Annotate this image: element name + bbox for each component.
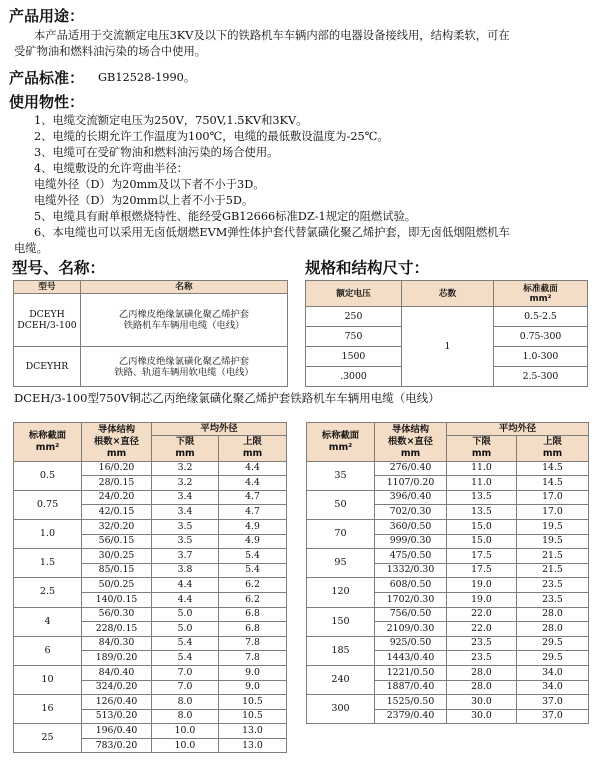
od-upper: 29.5 <box>517 651 589 666</box>
od-upper: 6.8 <box>219 622 287 637</box>
models-row <box>14 347 288 387</box>
od-lower: 4.4 <box>152 578 219 593</box>
od-lower: 4.4 <box>152 592 219 607</box>
spec-voltage: .3000 <box>306 367 402 387</box>
conductor: 324/0.20 <box>82 680 152 695</box>
od-upper: 4.9 <box>219 534 287 549</box>
conductor: 42/0.15 <box>82 505 152 520</box>
od-lower: 3.8 <box>152 563 219 578</box>
spec-section: 2.5-300 <box>494 367 588 387</box>
detail-col-struct: 导体结构 根数×直径 mm <box>375 423 447 462</box>
od-upper: 19.5 <box>517 519 589 534</box>
od-lower: 28.0 <box>447 680 517 695</box>
od-lower: 3.7 <box>152 549 219 564</box>
table-row <box>307 490 589 505</box>
table-row <box>307 461 589 476</box>
detail-col-section: 标称截面 mm² <box>307 423 375 462</box>
od-upper: 23.5 <box>517 592 589 607</box>
od-lower: 7.0 <box>152 680 219 695</box>
od-lower: 13.5 <box>447 490 517 505</box>
props-line-5: 电缆外径（D）为20mm及以下者不小于3D。 <box>34 178 265 191</box>
model-name: 乙丙橡皮绝缘氯磺化聚乙烯护套 铁路、轨道车辆用软电缆（电线） <box>81 347 288 387</box>
table-row <box>307 636 589 651</box>
od-upper: 10.5 <box>219 695 287 710</box>
od-upper: 21.5 <box>517 549 589 564</box>
props-line-1: 1、电缆交流额定电压为250V，750V,1.5KV和3KV。 <box>34 114 308 127</box>
od-lower: 5.0 <box>152 607 219 622</box>
od-lower: 3.4 <box>152 490 219 505</box>
detail-col-od: 平均外径 <box>447 423 589 436</box>
props-line-6: 电缆外径（D）为20mm以上者不小于5D。 <box>34 194 254 207</box>
od-upper: 4.7 <box>219 490 287 505</box>
table-row <box>14 636 287 651</box>
od-lower: 23.5 <box>447 651 517 666</box>
od-upper: 9.0 <box>219 665 287 680</box>
nominal-section: 95 <box>307 549 375 578</box>
nominal-section: 70 <box>307 519 375 548</box>
od-upper: 37.0 <box>517 695 589 710</box>
conductor: 276/0.40 <box>375 461 447 476</box>
spec-section: 1.0-300 <box>494 347 588 367</box>
specs-row <box>306 307 588 327</box>
od-upper: 6.2 <box>219 592 287 607</box>
nominal-section: 0.75 <box>14 490 82 519</box>
table-row <box>307 665 589 680</box>
od-lower: 19.0 <box>447 578 517 593</box>
specs-col-section: 标准截面 mm² <box>494 281 588 307</box>
od-upper: 13.0 <box>219 738 287 753</box>
conductor: 84/0.40 <box>82 665 152 680</box>
nominal-section: 0.5 <box>14 461 82 490</box>
models-table <box>13 280 288 387</box>
od-upper: 4.4 <box>219 476 287 491</box>
od-lower: 17.5 <box>447 549 517 564</box>
models-row <box>14 294 288 347</box>
model-code: DCEYHR <box>14 347 81 387</box>
detail-title: DCEH/3-100型750V铜芯乙丙绝缘氯磺化聚乙烯护套铁路机车车辆用电缆（电线） <box>14 391 440 405</box>
table-row <box>14 695 287 710</box>
od-upper: 14.5 <box>517 461 589 476</box>
table-row <box>14 519 287 534</box>
od-lower: 3.2 <box>152 476 219 491</box>
nominal-section: 35 <box>307 461 375 490</box>
nominal-section: 4 <box>14 607 82 636</box>
od-upper: 6.2 <box>219 578 287 593</box>
conductor: 1443/0.40 <box>375 651 447 666</box>
nominal-section: 50 <box>307 490 375 519</box>
models-col-model: 型号 <box>14 281 81 294</box>
conductor: 2379/0.40 <box>375 709 447 724</box>
props-line-3: 3、电缆可在受矿物油和燃料油污染的场合使用。 <box>34 146 279 159</box>
od-upper: 7.8 <box>219 651 287 666</box>
spec-voltage: 1500 <box>306 347 402 367</box>
props-heading: 使用物性： <box>9 93 85 111</box>
od-upper: 13.0 <box>219 724 287 739</box>
conductor: 126/0.40 <box>82 695 152 710</box>
conductor: 783/0.20 <box>82 738 152 753</box>
table-row <box>307 578 589 593</box>
nominal-section: 10 <box>14 665 82 694</box>
nominal-section: 2.5 <box>14 578 82 607</box>
detail-col-section: 标称截面 mm² <box>14 423 82 462</box>
conductor: 999/0.30 <box>375 534 447 549</box>
nominal-section: 150 <box>307 607 375 636</box>
od-lower: 13.5 <box>447 505 517 520</box>
od-upper: 21.5 <box>517 563 589 578</box>
nominal-section: 300 <box>307 695 375 724</box>
od-lower: 3.5 <box>152 519 219 534</box>
props-line-4: 4、电缆敷设的允许弯曲半径： <box>34 162 189 175</box>
od-upper: 5.4 <box>219 563 287 578</box>
spec-section: 0.5-2.5 <box>494 307 588 327</box>
od-upper: 17.0 <box>517 505 589 520</box>
detail-col-upper: 上限 mm <box>219 436 287 461</box>
od-upper: 4.9 <box>219 519 287 534</box>
model-name: 乙丙橡皮绝缘氯磺化聚乙烯护套 铁路机车车辆用电缆（电线） <box>81 294 288 347</box>
od-lower: 30.0 <box>447 695 517 710</box>
od-upper: 14.5 <box>517 476 589 491</box>
od-lower: 10.0 <box>152 738 219 753</box>
table-row <box>14 490 287 505</box>
od-upper: 34.0 <box>517 680 589 695</box>
conductor: 85/0.15 <box>82 563 152 578</box>
od-lower: 11.0 <box>447 461 517 476</box>
od-lower: 5.4 <box>152 636 219 651</box>
detail-table-right <box>306 422 589 724</box>
specs-col-voltage: 额定电压 <box>306 281 402 307</box>
props-line-9: 电缆。 <box>14 242 48 255</box>
od-upper: 6.8 <box>219 607 287 622</box>
conductor: 28/0.15 <box>82 476 152 491</box>
od-lower: 8.0 <box>152 709 219 724</box>
od-lower: 10.0 <box>152 724 219 739</box>
od-upper: 23.5 <box>517 578 589 593</box>
table-row <box>14 549 287 564</box>
table-row <box>14 724 287 739</box>
od-lower: 28.0 <box>447 665 517 680</box>
od-upper: 28.0 <box>517 622 589 637</box>
use-line-2: 受矿物油和燃料油污染的场合中使用。 <box>14 45 207 58</box>
table-row <box>307 607 589 622</box>
conductor: 16/0.20 <box>82 461 152 476</box>
od-upper: 34.0 <box>517 665 589 680</box>
nominal-section: 6 <box>14 636 82 665</box>
od-upper: 19.5 <box>517 534 589 549</box>
conductor: 1702/0.30 <box>375 592 447 607</box>
conductor: 702/0.30 <box>375 505 447 520</box>
conductor: 396/0.40 <box>375 490 447 505</box>
spec-cores: 1 <box>402 307 494 387</box>
conductor: 513/0.20 <box>82 709 152 724</box>
props-line-2: 2、电缆的长期允许工作温度为100℃，电缆的最低敷设温度为-25℃。 <box>34 130 389 143</box>
od-upper: 10.5 <box>219 709 287 724</box>
models-col-name: 名称 <box>81 281 288 294</box>
od-lower: 7.0 <box>152 665 219 680</box>
props-line-7: 5、电缆具有耐单根燃烧特性、能经受GB12666标准DZ-1规定的阻燃试验。 <box>34 210 417 223</box>
od-upper: 5.4 <box>219 549 287 564</box>
od-upper: 9.0 <box>219 680 287 695</box>
nominal-section: 185 <box>307 636 375 665</box>
od-upper: 29.5 <box>517 636 589 651</box>
nominal-section: 1.0 <box>14 519 82 548</box>
specs-heading: 规格和结构尺寸： <box>305 259 430 277</box>
standard-value: GB12528-1990。 <box>98 71 196 84</box>
conductor: 189/0.20 <box>82 651 152 666</box>
od-lower: 17.5 <box>447 563 517 578</box>
od-upper: 4.4 <box>219 461 287 476</box>
table-row <box>307 549 589 564</box>
spec-voltage: 250 <box>306 307 402 327</box>
detail-col-lower: 下限 mm <box>447 436 517 461</box>
conductor: 1887/0.40 <box>375 680 447 695</box>
conductor: 608/0.50 <box>375 578 447 593</box>
standard-heading: 产品标准： <box>9 69 85 87</box>
od-upper: 17.0 <box>517 490 589 505</box>
conductor: 1221/0.50 <box>375 665 447 680</box>
spec-voltage: 750 <box>306 327 402 347</box>
model-code: DCEYH DCEH/3-100 <box>14 294 81 347</box>
nominal-section: 120 <box>307 578 375 607</box>
conductor: 1107/0.20 <box>375 476 447 491</box>
detail-col-upper: 上限 mm <box>517 436 589 461</box>
table-row <box>14 665 287 680</box>
table-row <box>14 607 287 622</box>
conductor: 360/0.50 <box>375 519 447 534</box>
specs-table <box>305 280 588 387</box>
table-row <box>14 461 287 476</box>
conductor: 228/0.15 <box>82 622 152 637</box>
detail-col-od: 平均外径 <box>152 423 287 436</box>
conductor: 1525/0.50 <box>375 695 447 710</box>
od-lower: 15.0 <box>447 534 517 549</box>
table-row <box>14 578 287 593</box>
od-lower: 23.5 <box>447 636 517 651</box>
nominal-section: 25 <box>14 724 82 753</box>
od-lower: 30.0 <box>447 709 517 724</box>
conductor: 32/0.20 <box>82 519 152 534</box>
conductor: 24/0.20 <box>82 490 152 505</box>
conductor: 30/0.25 <box>82 549 152 564</box>
conductor: 140/0.15 <box>82 592 152 607</box>
table-row <box>307 519 589 534</box>
od-lower: 3.5 <box>152 534 219 549</box>
detail-col-struct: 导体结构 根数×直径 mm <box>82 423 152 462</box>
od-lower: 5.0 <box>152 622 219 637</box>
props-line-8: 6、本电缆也可以采用无卤低烟燃EVM弹性体护套代替氯磺化聚乙烯护套，即无卤低烟阻燃机车 <box>34 226 510 239</box>
od-lower: 22.0 <box>447 622 517 637</box>
conductor: 475/0.50 <box>375 549 447 564</box>
conductor: 925/0.50 <box>375 636 447 651</box>
od-upper: 4.7 <box>219 505 287 520</box>
od-lower: 15.0 <box>447 519 517 534</box>
specs-col-cores: 芯数 <box>402 281 494 307</box>
nominal-section: 16 <box>14 695 82 724</box>
od-lower: 22.0 <box>447 607 517 622</box>
detail-col-lower: 下限 mm <box>152 436 219 461</box>
od-lower: 8.0 <box>152 695 219 710</box>
conductor: 84/0.30 <box>82 636 152 651</box>
conductor: 2109/0.30 <box>375 622 447 637</box>
od-lower: 3.4 <box>152 505 219 520</box>
nominal-section: 240 <box>307 665 375 694</box>
conductor: 56/0.15 <box>82 534 152 549</box>
spec-section: 0.75-300 <box>494 327 588 347</box>
table-row <box>307 695 589 710</box>
od-lower: 11.0 <box>447 476 517 491</box>
od-lower: 19.0 <box>447 592 517 607</box>
conductor: 50/0.25 <box>82 578 152 593</box>
use-line-1: 本产品适用于交流额定电压3KV及以下的铁路机车车辆内部的电器设备接线用，结构柔软，可在 <box>34 29 510 42</box>
models-heading: 型号、名称： <box>12 259 106 277</box>
conductor: 196/0.40 <box>82 724 152 739</box>
od-lower: 3.2 <box>152 461 219 476</box>
od-upper: 28.0 <box>517 607 589 622</box>
od-lower: 5.4 <box>152 651 219 666</box>
nominal-section: 1.5 <box>14 549 82 578</box>
conductor: 1332/0.30 <box>375 563 447 578</box>
od-upper: 37.0 <box>517 709 589 724</box>
conductor: 56/0.30 <box>82 607 152 622</box>
use-heading: 产品用途： <box>9 7 85 25</box>
detail-table-left <box>13 422 287 753</box>
conductor: 756/0.50 <box>375 607 447 622</box>
od-upper: 7.8 <box>219 636 287 651</box>
